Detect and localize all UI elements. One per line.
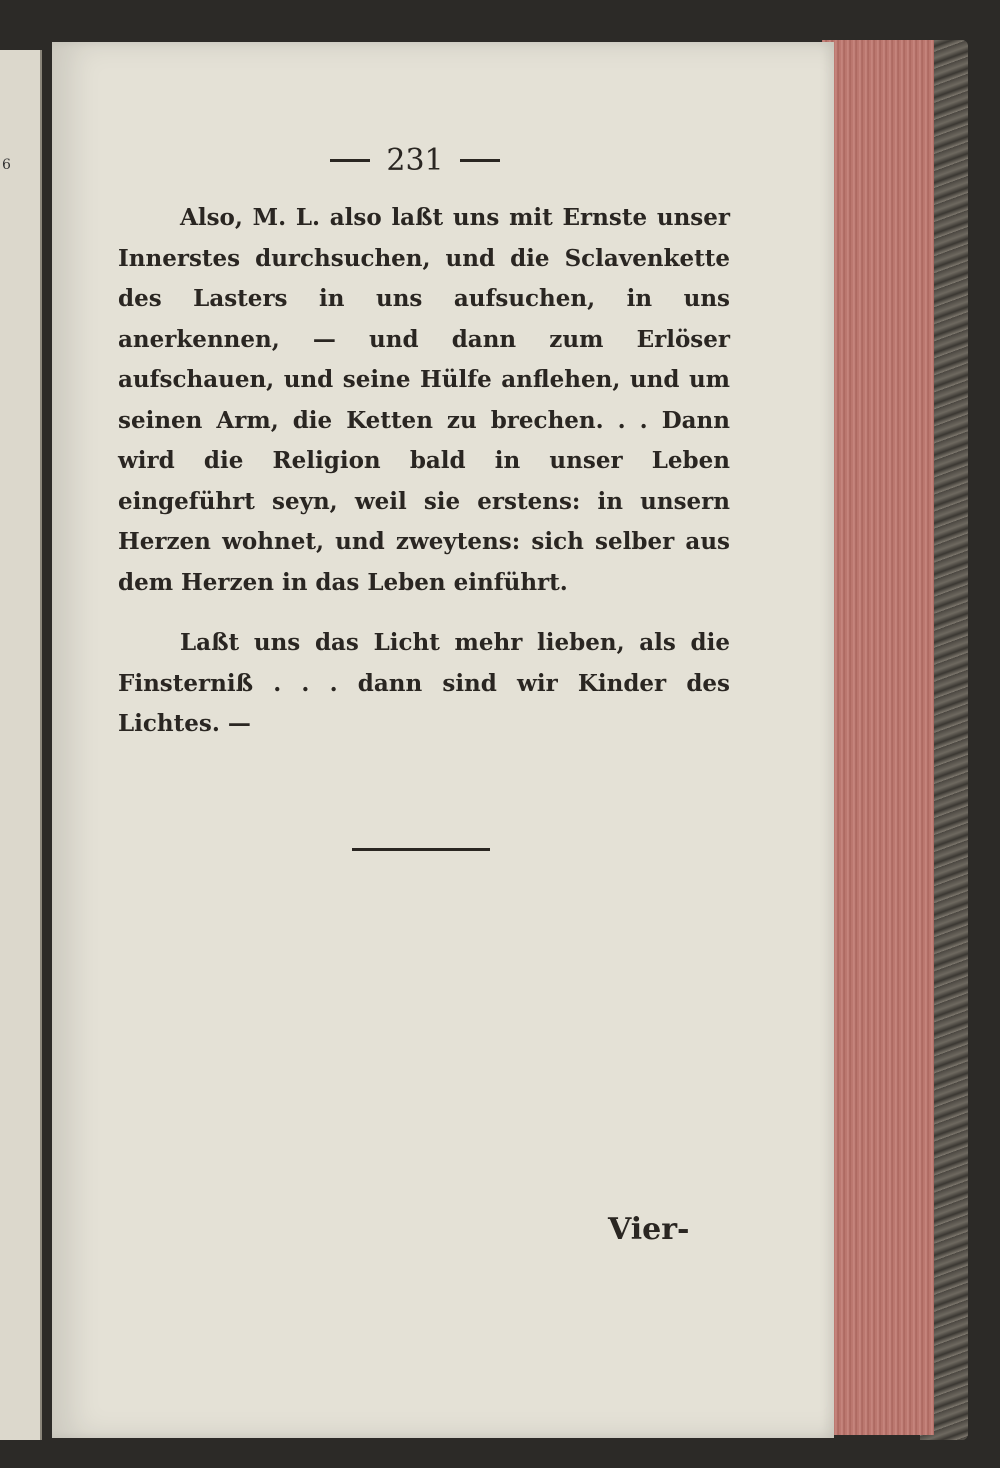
- header-dash-left: [330, 159, 370, 162]
- catchword: Vier-: [608, 1212, 690, 1247]
- page-body: [118, 198, 730, 745]
- page-number: 231: [386, 142, 444, 178]
- paragraph-2: Laßt uns das Licht mehr lieben, als die Finsterniß . . . dann sind wir Kinder des Lichtes. —: [118, 629, 730, 737]
- facing-page-edge: [0, 50, 42, 1440]
- paragraph-1: Also, M. L. also laßt uns mit Ernste unser Innerstes durchsuchen, und die Sclavenkette des Lasters in uns aufsuchen, in uns anerkennen, — und dann zum Erlöser aufschauen, und seine Hülfe anflehen, und um seinen Arm, die Ketten zu brechen. . . Dann wird die Religion bald in unser Leben eingeführt seyn, weil sie erstens: in unsern Herzen wohnet, und zweytens: sich selber aus dem Herzen in das Leben einführt.: [118, 204, 730, 596]
- page-edges: [822, 40, 934, 1435]
- facing-page-mark: 6: [2, 157, 11, 173]
- section-rule: [352, 848, 490, 851]
- header-dash-right: [460, 159, 500, 162]
- page-header: [330, 140, 500, 180]
